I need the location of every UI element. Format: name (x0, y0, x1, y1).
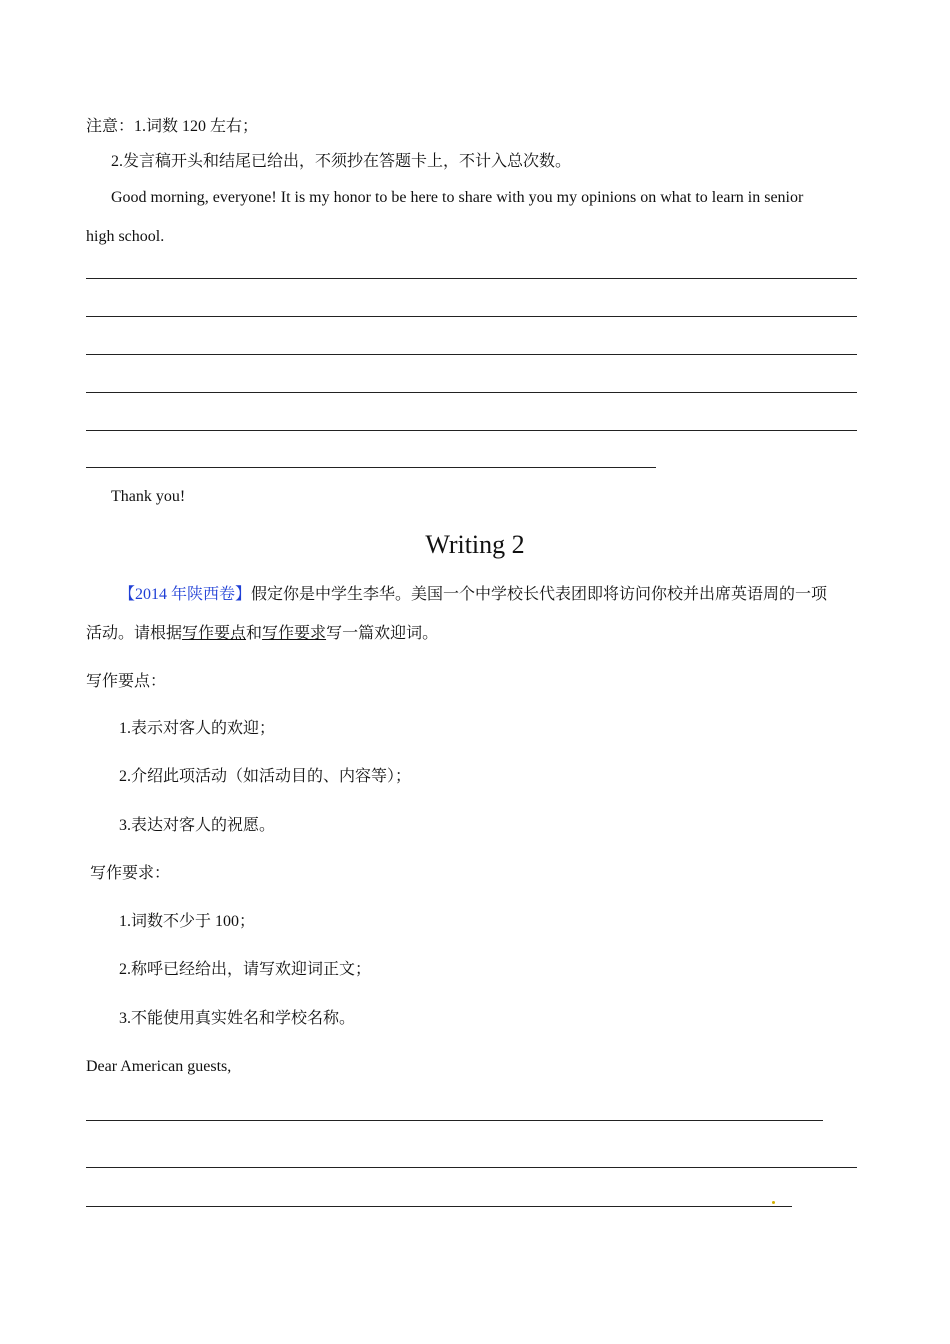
point-item: 3.表达对客人的祝愿。 (119, 817, 276, 834)
speech-closing: Thank you! (111, 488, 186, 505)
answer-line (86, 1120, 823, 1121)
task-prompt-line-2 (86, 624, 438, 644)
point-item: 1.表示对客人的欢迎； (119, 720, 276, 737)
prompt-text: 和 (246, 625, 263, 642)
note-line-2: 2.发言稿开头和结尾已给出，不须抄在答题卡上，不计入总次数。 (111, 153, 572, 170)
section-title: Writing 2 (425, 530, 525, 559)
answer-line (86, 430, 857, 431)
requirement-item: 1.词数不少于 100； (119, 913, 256, 930)
writing-points-link: 写作要点 (182, 625, 247, 642)
requirements-heading: 写作要求： (90, 865, 171, 882)
answer-line (86, 467, 656, 468)
answer-line (86, 316, 857, 317)
answer-line (86, 1167, 857, 1168)
note-line-1: 注意：1.词数 120 左右； (86, 118, 259, 135)
answer-line (86, 278, 857, 279)
answer-line (86, 392, 857, 393)
speech-opening-line-1: Good morning, everyone! It is my honor to be here to share with you my opinions on what to learn in senior (111, 189, 804, 206)
points-heading: 写作要点： (86, 673, 167, 690)
mark-dot (772, 1201, 775, 1204)
requirement-item: 3.不能使用真实姓名和学校名称。 (119, 1010, 356, 1027)
salutation: Dear American guests, (86, 1058, 232, 1075)
prompt-text: 活动。请根据 (86, 625, 183, 642)
prompt-text: 写一篇欢迎词。 (326, 625, 439, 642)
writing-requirements-link: 写作要求 (262, 625, 327, 642)
speech-opening-line-2: high school. (86, 228, 165, 245)
requirement-item: 2.称呼已经给出，请写欢迎词正文； (119, 961, 372, 978)
exam-source: 【2014 年陕西卷】 (119, 586, 252, 603)
task-prompt-line-1 (119, 585, 827, 605)
answer-line (86, 354, 857, 355)
prompt-text: 假定你是中学生李华。美国一个中学校长代表团即将访问你校并出席英语周的一项 (251, 586, 828, 603)
point-item: 2.介绍此项活动（如活动目的、内容等）； (119, 768, 412, 785)
answer-line (86, 1206, 792, 1207)
